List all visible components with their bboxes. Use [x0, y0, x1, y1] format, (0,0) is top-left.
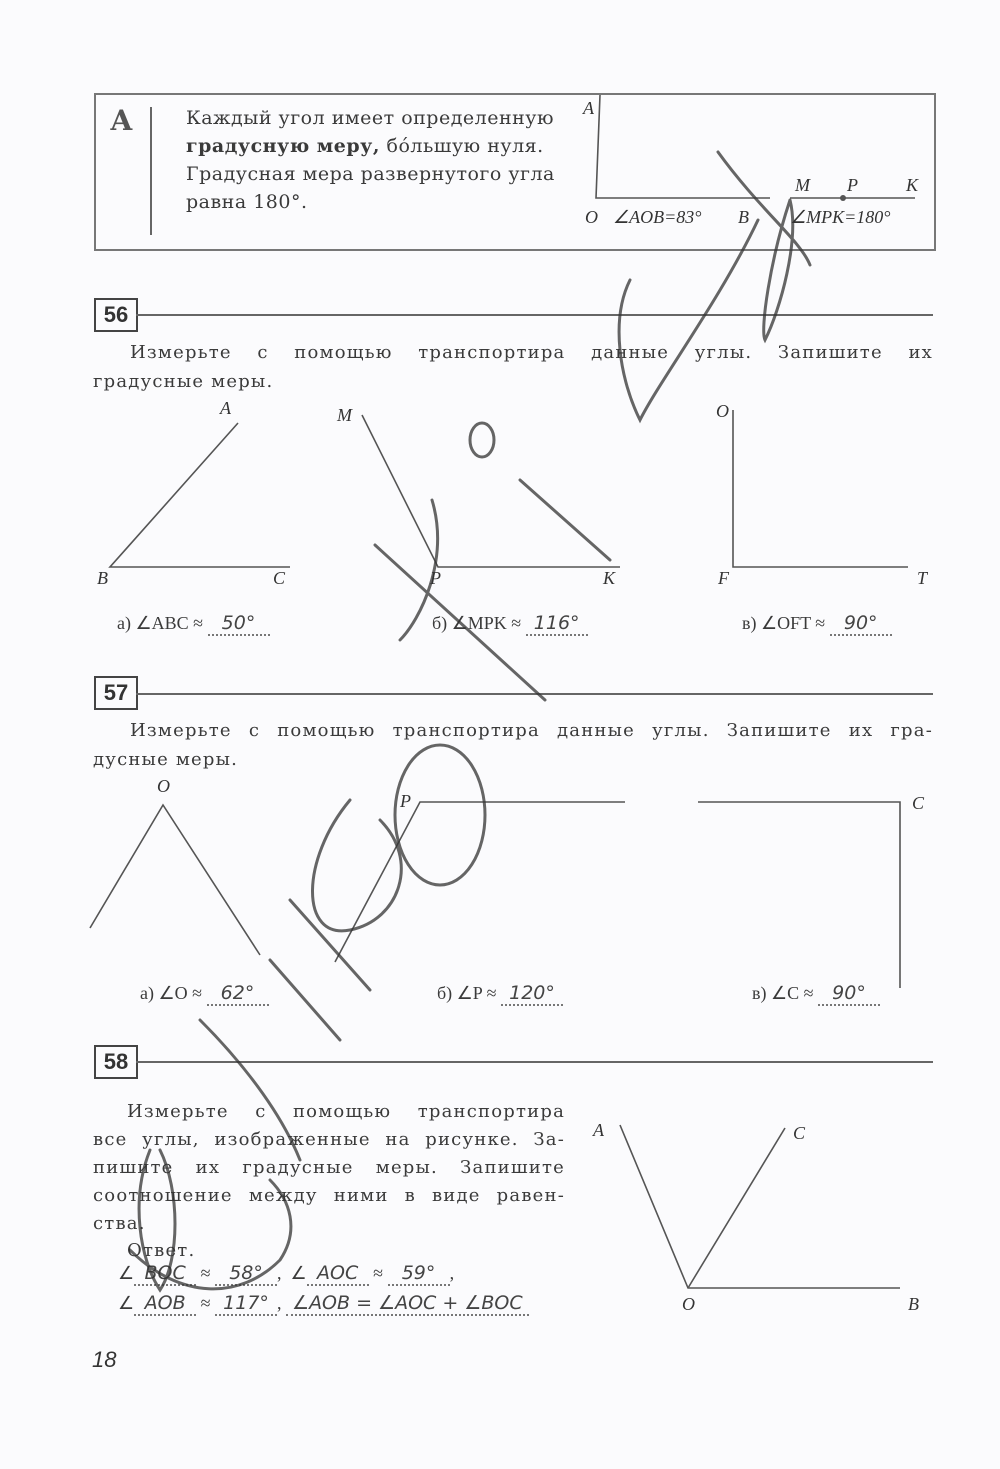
label-T: T: [917, 568, 928, 588]
label-C: C: [912, 793, 925, 813]
task58-text-line: соотношение между ними в виде равен-: [93, 1185, 565, 1206]
answer-58-line1: ∠ BOC ≈ 58° , ∠ AOC ≈ 59° ,: [118, 1262, 455, 1284]
angle-aob: ∠AOB=83°: [613, 207, 702, 227]
answer-prefix: в) ∠C ≈: [752, 983, 814, 1003]
answer-56c: [742, 612, 892, 636]
label-P: P: [430, 568, 441, 588]
rule-text-pre: Каждый угол имеет определенную: [186, 107, 555, 129]
relation-value[interactable]: ∠AOB = ∠AOC + ∠BOC: [286, 1292, 529, 1316]
answer-prefix: а) ∠O ≈: [140, 983, 202, 1003]
label-A: A: [593, 1120, 604, 1140]
answer-57c: [752, 982, 880, 1006]
answer-value[interactable]: 90°: [830, 612, 892, 636]
answer-56b: [432, 612, 588, 636]
task58-text-line: ства.: [93, 1213, 146, 1234]
angle-mpk: ∠MPK=180°: [790, 207, 891, 227]
label-B: B: [97, 568, 108, 588]
label-A: A: [220, 398, 231, 418]
task56-text-line2: градусные меры.: [93, 371, 274, 392]
divider: [136, 1061, 933, 1063]
task58-text-line: Измерьте с помощью транспортира: [127, 1101, 565, 1122]
task56-text-line1: Измерьте с помощью транспортира данные углы. Запишите их: [130, 342, 933, 363]
answer-57a: [140, 982, 269, 1006]
angle-c: [698, 802, 900, 988]
task-number-56: 56: [94, 298, 138, 332]
label-O: O: [682, 1294, 695, 1314]
label-M: M: [795, 175, 810, 195]
label-K: K: [603, 568, 616, 588]
label-F: F: [718, 568, 729, 588]
label-A: A: [583, 98, 594, 118]
angle-name[interactable]: AOB: [134, 1292, 196, 1316]
answer-value[interactable]: 90°: [818, 982, 880, 1006]
answer-prefix: а) ∠ABC ≈: [117, 613, 204, 633]
answer-prefix: б) ∠P ≈: [437, 983, 497, 1003]
angle-name[interactable]: AOC: [307, 1262, 369, 1286]
rule-letter: А: [110, 104, 133, 137]
label-M: M: [337, 405, 352, 425]
label-O: O: [157, 776, 170, 796]
label-C: C: [793, 1123, 806, 1143]
task58-text-line: все углы, изображенные на рисунке. За-: [93, 1129, 565, 1150]
rule-text: [186, 104, 562, 216]
answer-value[interactable]: 116°: [526, 612, 588, 636]
angle-aob-58: [620, 1125, 900, 1288]
answer-value[interactable]: 58°: [215, 1262, 277, 1286]
task57-text-line1: Измерьте с помощью транспортира данные углы. Запишите их гра-: [130, 720, 933, 741]
angle-mpk: [362, 415, 620, 567]
answer-prefix: б) ∠MPK ≈: [432, 613, 522, 633]
angle-p: [335, 802, 625, 962]
answer-label: Ответ.: [127, 1240, 196, 1261]
ray-oc: [688, 1128, 785, 1288]
divider: [136, 693, 933, 695]
answer-prefix: в) ∠OFT ≈: [742, 613, 826, 633]
angle-name[interactable]: BOC: [134, 1262, 196, 1286]
angle-o: [90, 805, 260, 955]
answer-value[interactable]: 117°: [215, 1292, 277, 1316]
answer-57b: [437, 982, 563, 1006]
label-P: P: [400, 791, 411, 811]
answer-58-line2: ∠ AOB ≈ 117° , ∠AOB = ∠AOC + ∠BOC: [118, 1292, 529, 1316]
label-P: P: [847, 175, 858, 195]
answer-value[interactable]: 120°: [501, 982, 563, 1006]
answer-value[interactable]: 59°: [388, 1262, 450, 1286]
task-number-57: 57: [94, 676, 138, 710]
angle-oft: [733, 410, 908, 567]
answer-56a: [117, 612, 270, 636]
label-C: C: [273, 568, 286, 588]
label-B: B: [738, 207, 749, 227]
divider: [136, 314, 933, 316]
rule-text-bold: градусную меру,: [186, 135, 380, 157]
label-K: K: [906, 175, 919, 195]
task58-text-line: пишите их градусные меры. Запишите: [93, 1157, 565, 1178]
rule-text-post: бо́льшую нуля. Градусная мера развернутого угла равна 180°.: [186, 135, 555, 213]
page-number: 18: [92, 1347, 117, 1372]
answer-value[interactable]: 50°: [208, 612, 270, 636]
label-O: O: [585, 207, 598, 227]
label-B: B: [908, 1294, 919, 1314]
rule-divider: [150, 107, 152, 235]
answer-value[interactable]: 62°: [207, 982, 269, 1006]
angle-abc: [110, 423, 290, 567]
label-O: O: [716, 401, 729, 421]
task57-text-line2: дусные меры.: [93, 749, 239, 770]
task-number-58: 58: [94, 1045, 138, 1079]
